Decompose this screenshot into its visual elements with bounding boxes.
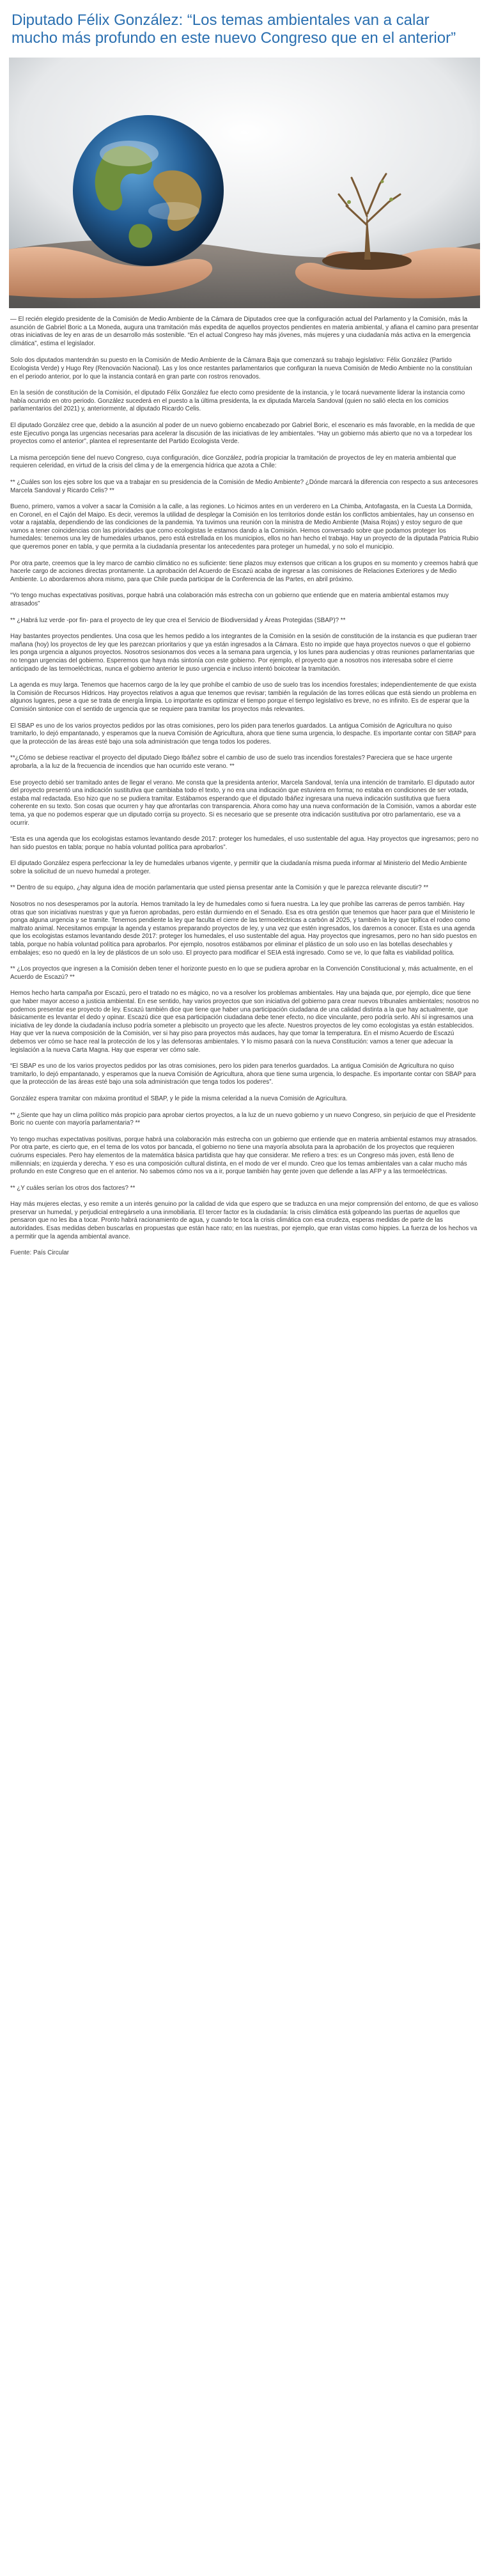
article-paragraph: El SBAP es uno de los varios proyectos pedidos por las otras comisiones, pero los piden para tenerlos guardados. La antigua Comisión de Agricultura no quiso tramitarlo, lo dejó empantanado, y esperamos que la nueva Comisión de Agricultura, ahora que tiene suma urgencia, lo despache. Es importante contar con SBAP para que la protección de las áreas esté bajo una sola administración que tenga todos los poderes. <box>10 722 476 745</box>
article-paragraph: Hay bastantes proyectos pendientes. Una cosa que les hemos pedido a los integrantes de la Comisión en la sesión de constitución de la instancia es que pudieran traer mañana (hoy) los proyectos de ley que les parezcan prioritarios y que ya están ingresados a la Cámara. Esto no impide que haya proyectos nuevos o que el gobierno les ponga urgencia a algunos proyectos. Nosotros sesionamos dos veces a la semana para urgencia, y los lunes para audiencias y otras reuniones parlamentarias que no tengan urgencias del gobierno. Esperemos que haya más sintonía con este gobierno. Por ejemplo, el proyecto que a nosotros nos interesaba sobre el cierre anticipado de las termoeléctricas, nunca el gobierno anterior le puso urgencia e incluso intentó boicotear la tramitación. <box>10 633 477 673</box>
article-paragraph: Por otra parte, creemos que la ley marco de cambio climático no es suficiente: tiene plazos muy extensos que critican a los grupos en su momento y creemos habrá que hacerle cargo de acciones directas prontamente. La aprobación del Acuerdo de Escazú acaba de ingresar a las comisiones de Relaciones Exteriores y de Medio Ambiente. Lo abordaremos ahora mismo, para que Chile pueda participar de la Conferencia de las Partes, en abril próximo. <box>10 559 478 583</box>
article-paragraph: Hemos hecho harta campaña por Escazú, pero el tratado no es mágico, no va a resolver los problemas ambientales. Hay una bajada que, por ejemplo, dice que tiene que haber mayor acceso a justicia ambiental. En ese sentido, hay varios proyectos que son iniciativa del gobierno para crear nuevos tribunales ambientales; nosotros no podemos presentar ese proyecto de ley. Escazú también dice que tiene que haber una participación ciudadana de una calidad distinta a la que hay actualmente, que básicamente es levantar el dedo y opinar. Escazú dice que esa participación ciudadana debe tener efecto, no dice vinculante, pero podría serlo. Ahí sí ingresamos una iniciativa de ley donde la ciudadanía incluso podría someter a plebiscito un proyecto que les afecte. Nuestros proyectos de ley como ecologistas ya están establecidos. Hay que ver la nueva composición de la Comisión, ver si hay piso para proyectos más audaces, hay que tomar la temperatura. En el mismo Acuerdo de Escazú debemos ver cómo se hace real la protección de los y las defensoras ambientales. Y lo mismo pasará con la nueva Constitución: vamos a tener que adecuar la legislación a la nueva Carta Magna. Hay que esperar ver cómo sale. <box>10 990 479 1054</box>
article-paragraph: El diputado González cree que, debido a la asunción al poder de un nuevo gobierno encabezado por Gabriel Boric, el escenario es más favorable, en la medida de que este Ejecutivo ponga las urgencias necesarias para acelerar la discusión de las iniciativas de ley ambientales. “Hay un gobierno más abierto que no va a torpedear los proyectos como el anterior”, plantea el representante del Partido Ecologista Verde. <box>10 421 476 446</box>
interview-question: ** ¿Y cuáles serían los otros dos factores? ** <box>10 1184 136 1192</box>
pull-quote: “Esta es una agenda que los ecologistas estamos levantando desde 2017: proteger los humedales, el uso sustentable del agua. Hay proyectos que ingresamos; pero no han sido puestos en tabla; porque no había voluntad política para aprobarlos”. <box>10 836 479 851</box>
earth-globe-icon <box>73 115 224 266</box>
article-intro: — El recién elegido presidente de la Comisión de Medio Ambiente de la Cámara de Diputados cree que la configuración actual del Parlamento y la Comisión, más la asunción de Gabriel Boric a La Moneda, augura una tramitación más expedita de aquellos proyectos pendientes en materia ambiental, y afiana el camino para presentar otras iniciativas de ley en aras de un desarrollo más sostenible. “En el actual Congreso hay más jóvenes, más mujeres y una ciudadanía más activa en la emergencia climática”, estima el legislador. <box>10 316 479 347</box>
interview-question: ** ¿Cuáles son los ejes sobre los que va a trabajar en su presidencia de la Comisión de Medio Ambiente? ¿Dónde marcará la diferencia con respecto a sus antecesores Marcela Sandoval y Ricardo Celis? ** <box>10 478 478 494</box>
article-paragraph: Nosotros no nos desesperamos por la autoría. Hemos tramitado la ley de humedales como si fuera nuestra. La ley que prohíbe las carreras de perros también. Hay otras que son iniciativas nuestras y que ya fueron aprobadas, pero están durmiendo en el Senado. Esa es otra gestión que tenemos que hacer para que el Ministerio le ponga alguna urgencia y se tramite. Tenemos pendiente la ley que faculta el cierre de las termoeléctricas a carbón al 2025, y también la ley que tipifica el rodeo como maltrato animal. Necesitamos empujar la agenda y estamos preparando proyectos de ley, y una vez que estén ingresados, los daremos a conocer. Esta es una agenda que los ecologistas estamos levantando desde 2017: proteger los humedales, el uso sustentable del agua. Hay proyectos que ingresamos, pero no han sido puestos en tabla, porque no había voluntad política para aprobarlos. Por ejemplo, nosotros estábamos por eliminar el plástico de un solo uso en las botellas desechables y embalajes; eso no quedó en la ley de plásticos de un solo uso. El proyecto para modificar el SEIA está ingresado. Como se ve, lo que falta es viabilidad política. <box>10 901 477 956</box>
article-paragraph: Yo tengo muchas expectativas positivas, porque habrá una colaboración más estrecha con un gobierno que entiende que en materia ambiental estamos muy atrasados. Por otra parte, es cierto que, en el tema de los votos por bancada, el gobierno no tiene una mayoría absoluta para la aprobación de los proyectos que requieren cuórums especiales. Pero hay elementos de la matemática básica partidista que hay que considerar. Me refiero a tres: es un Congreso más joven, está lleno de millennials; en izquierda y derecha. Y eso es una composición cultural distinta, en el modo de ver el mundo. Creo que los temas ambientales van a calar mucho más profundo en este Congreso que en el anterior. No sabemos cómo nos va a ir, porque también hay gente joven que defiende a las AFP y a las termoeléctricas. <box>10 1136 478 1176</box>
article-source: Fuente: País Circular <box>10 1249 70 1257</box>
article-paragraph: Ese proyecto debió ser tramitado antes de llegar el verano. Me consta que la presidenta anterior, Marcela Sandoval, tenía una intención de tramitarlo. El diputado autor del proyecto presentó una indicación sustitutiva que cambiaba todo el texto, y no era una indicación que estuviera en forma; no estaba en condiciones de ser votada, estaba mal redactada. Eso hizo que no se pudiera tramitar. Estábamos esperando que el diputado Ibáñez ingresara una nueva indicación sustitutiva que fuera coherente en su texto. Son cosas que ocurren y hay que afrontarlas con transparencia. Ahora como hay una nueva conformación de la Comisión, vamos a abordar este tema, ya que no podemos esperar que un diputado corrija su proyecto. Si es necesario que se presente otra indicación sustitutiva por otro parlamentario, ese va a ocurrir. <box>10 779 477 827</box>
article-title: Diputado Félix González: “Los temas ambientales van a calar mucho más profundo en este nuevo Congreso que en el anterior” <box>12 12 456 47</box>
pull-quote: “El SBAP es uno de los varios proyectos pedidos por las otras comisiones, pero los piden para tenerlos guardados. La antigua Comisión de Agricultura no quiso tramitarlo, lo dejó empantanado, y esperamos que la nueva Comisión de Agricultura, ahora que tiene suma urgencia, lo despache. Es importante contar con SBAP para que la protección de las áreas esté bajo una sola administración que tenga todos los poderes”. <box>10 1063 476 1086</box>
article-paragraph: La agenda es muy larga. Tenemos que hacernos cargo de la ley que prohíbe el cambio de uso de suelo tras los incendios forestales; independientemente de que exista la Comisión de Recursos Hídricos. Hay proyectos relativos a agua que tenemos que revisar; también la regulación de las torres eólicas que está siendo un problema en algunos lugares, pese a que se trata de energía limpia. Lo importante es optimizar el tiempo porque el tiempo legislativo es breve, no es infinito. Es de esperar que la Comisión sintonice con el sentido de urgencia que se requiere para tramitar los proyectos más relevantes. <box>10 682 477 713</box>
interview-question: ** Dentro de su equipo, ¿hay alguna idea de moción parlamentaria que usted piensa presentar ante la Comisión y que le parezca relevante discutir? ** <box>10 884 429 892</box>
interview-question: ** ¿Siente que hay un clima político más propicio para aprobar ciertos proyectos, a la luz de un nuevo gobierno y un nuevo Congreso, sin perjuicio de que el Presidente Boric no cuente con mayoría parlamentaria? ** <box>10 1111 476 1127</box>
article-paragraph: González espera tramitar con máxima prontitud el SBAP, y le pide la misma celeridad a la nueva Comisión de Agricultura. <box>10 1095 348 1102</box>
article-body <box>9 357 480 1241</box>
article-paragraph: La misma percepción tiene del nuevo Congreso, cuya configuración, dice González, podría propiciar la tramitación de proyectos de ley en materia ambiental que requieren celeridad, en virtud de la crisis del clima y de la emergencia hídrica que azota a Chile: <box>10 454 456 470</box>
article-paragraph: En la sesión de constitución de la Comisión, el diputado Félix González fue electo como presidente de la instancia, y le tocará nuevamente liderar la instancia como había ocurrido en otro periodo. González sucederá en el puesto a la última presidenta, la ex diputada Marcela Sandoval (quien no salió electa en los comicios parlamentarios del 2021) y, anteriormente, al diputado Ricardo Celis. <box>10 389 465 413</box>
article-paragraph: Hay más mujeres electas, y eso remite a un interés genuino por la calidad de vida que espero que se traduzca en una mejor comprensión del entorno, de que es valioso preservar un humedal, y perjudicial entregárselo a una inmobiliaria. El tercer factor es la ciudadanía: la crisis climática está golpeando las puertas de aquellos que pensaron que no les iba a tocar. Pronto habrá racionamiento de agua, y cuando te toca la crisis climática con esa crudeza, esperas medidas de parte de las autoridades. Esas medidas deben buscarlas en propuestas que están hace rato; en las nuestras, por ejemplo, que eran vistas como hippies. La fuerza de los hechos va a permitir que la agenda ambiental avance. <box>10 1201 478 1240</box>
hero-image <box>9 58 480 308</box>
interview-question: ** ¿Los proyectos que ingresen a la Comisión deben tener el horizonte puesto en lo que se pudiera aprobar en la Convención Constitucional y, más actualmente, en el Acuerdo de Escazú? ** <box>10 965 473 981</box>
article-paragraph: El diputado González espera perfeccionar la ley de humedales urbanos vigente, y permitir que la ciudadanía misma pueda informar al Ministerio del Medio Ambiente sobre la solicitud de un nuevo humedal a proteger. <box>10 860 467 875</box>
article-paragraph: Solo dos diputados mantendrán su puesto en la Comisión de Medio Ambiente de la Cámara Baja que comenzará su trabajo legislativo: Félix González (Partido Ecologista Verde) y Hugo Rey (Renovación Nacional). Las y los once restantes parlamentarios que configuran la nueva Comisión de Medio Ambiente no la constituían en el periodo anterior, por lo que la instancia contará en gran parte con rostros renovados. <box>10 357 472 380</box>
interview-question: **¿Cómo se debiese reactivar el proyecto del diputado Diego Ibáñez sobre el cambio de uso de suelo tras incendios forestales? Pareciera que se hace urgente aprobarla, a la luz de la frecuencia de incendios que han ocurrido este verano. ** <box>10 754 453 770</box>
article-page <box>0 0 489 1270</box>
interview-question: ** ¿Habrá luz verde -por fin- para el proyecto de ley que crea el Servicio de Biodiversidad y Áreas Protegidas (SBAP)? ** <box>10 616 346 624</box>
article-paragraph: Bueno, primero, vamos a volver a sacar la Comisión a la calle, a las regiones. Lo hicimos antes en un verderero en La Chimba, Antofagasta, en la Cuesta La Dormida, en Coronel, en el Cajón del Maipo. Es decir, veremos la utilidad de desplegar la Comisión en los territorios donde están los conflictos ambientales, hay un consenso en votar a rajatabla, dependiendo de las condiciones de la pandemia. Ya tuvimos una reunión con la ministra de Medio Ambiente (Maisa Rojas) y estoy seguro de que vamos a tener coincidencias con las prioridades que como ecologistas le estamos dando a la Comisión. Hemos conversado sobre que podamos proteger los humedales: tenemos una ley de humedales urbanos, pero está estrellada en los municipios, ellos no han hecho el trabajo. Hay un proyecto de la diputada Patricia Rubio que queremos poner en tabla, y que permita a la ciudadanía presentar los antecedentes para proteger un humedal, y no solo el municipio. <box>10 503 479 551</box>
pull-quote: “Yo tengo muchas expectativas positivas, porque habrá una colaboración más estrecha con un gobierno que entiende que en materia ambiental estamos muy atrasados” <box>10 592 449 608</box>
